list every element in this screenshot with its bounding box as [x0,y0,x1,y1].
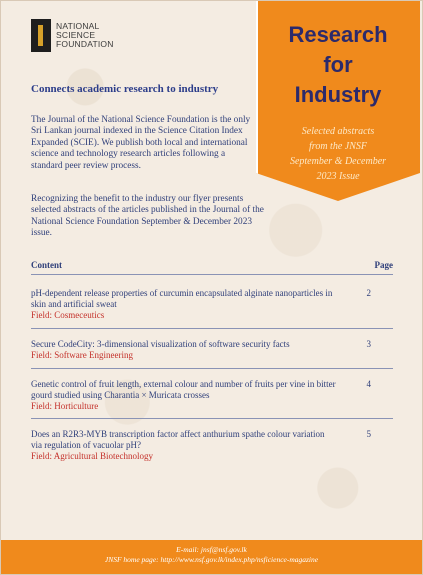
title-banner [256,1,420,201]
article-row[interactable] [31,429,393,462]
contents-table-header [31,260,393,270]
logo-line-3: FOUNDATION [56,39,114,49]
article-row[interactable] [31,339,393,361]
article-page-number: 4 [366,379,371,389]
content-column-header: Content [31,260,62,270]
table-divider [31,368,393,369]
article-title: Does an R2R3-MYB transcription factor affect anthurium spathe colour variation via regulation of vacuolar pH? [31,429,325,450]
nsf-logo [31,19,114,52]
article-title: pH-dependent release properties of curcumin encapsulated alginate nanoparticles in skin and artificial sweat [31,288,333,309]
article-row[interactable] [31,288,393,321]
nsf-logo-mark-icon [31,19,51,52]
nsf-logo-text [56,22,114,49]
banner-title-line-1: Research [288,22,388,47]
article-field: Field: Cosmeceutics [31,310,105,320]
article-title: Genetic control of fruit length, external colour and number of fruits per vine in bitter gourd studied using Charantia × Muricata crosses [31,379,336,400]
footer-homepage-link[interactable]: JNSF home page: http://www.nsf.gov.lk/index.php/nsficience-magazine [104,555,319,564]
article-title: Secure CodeCity: 3-dimensional visualization of software security facts [31,339,290,349]
banner-subtitle-line-1: Selected abstracts [301,126,375,137]
article-page-number: 5 [366,429,371,439]
banner-subtitle [264,124,412,184]
article-field: Field: Software Engineering [31,350,133,360]
footer-email[interactable]: E-mail: jnsf@nsf.gov.lk [176,545,247,554]
banner-title-line-2: for [323,52,353,77]
banner-title-line-3: Industry [294,82,382,107]
intro-paragraph-2: Recognizing the benefit to the industry our flyer presents selected abstracts of the articles published in the Journal of the National Science Foundation September & December 2023 issue. [31,194,264,239]
banner-subtitle-line-3: September & December [289,156,387,167]
table-divider [31,418,393,419]
article-field: Field: Horticulture [31,401,99,411]
table-divider [31,274,393,275]
article-page-number: 3 [366,339,371,349]
banner-subtitle-line-2: from the JNSF [309,141,367,152]
intro-paragraph-1: The Journal of the National Science Foundation is the only Sri Lankan journal indexed in the Science Citation Index Expanded (SCIE). We publish both local and international science and technology research articles following a standard peer review process. [31,115,251,171]
logo-line-2: SCIENCE [56,30,96,40]
page-column-header: Page [374,260,393,270]
contact-footer [1,540,422,574]
tagline: Connects academic research to industry [31,83,219,95]
banner-subtitle-line-4: 2023 Issue [316,171,360,182]
table-divider [31,328,393,329]
article-field: Field: Agricultural Biotechnology [31,451,153,461]
banner-title [256,20,420,110]
logo-line-1: NATIONAL [56,21,100,31]
article-row[interactable] [31,379,393,412]
article-page-number: 2 [366,288,371,298]
